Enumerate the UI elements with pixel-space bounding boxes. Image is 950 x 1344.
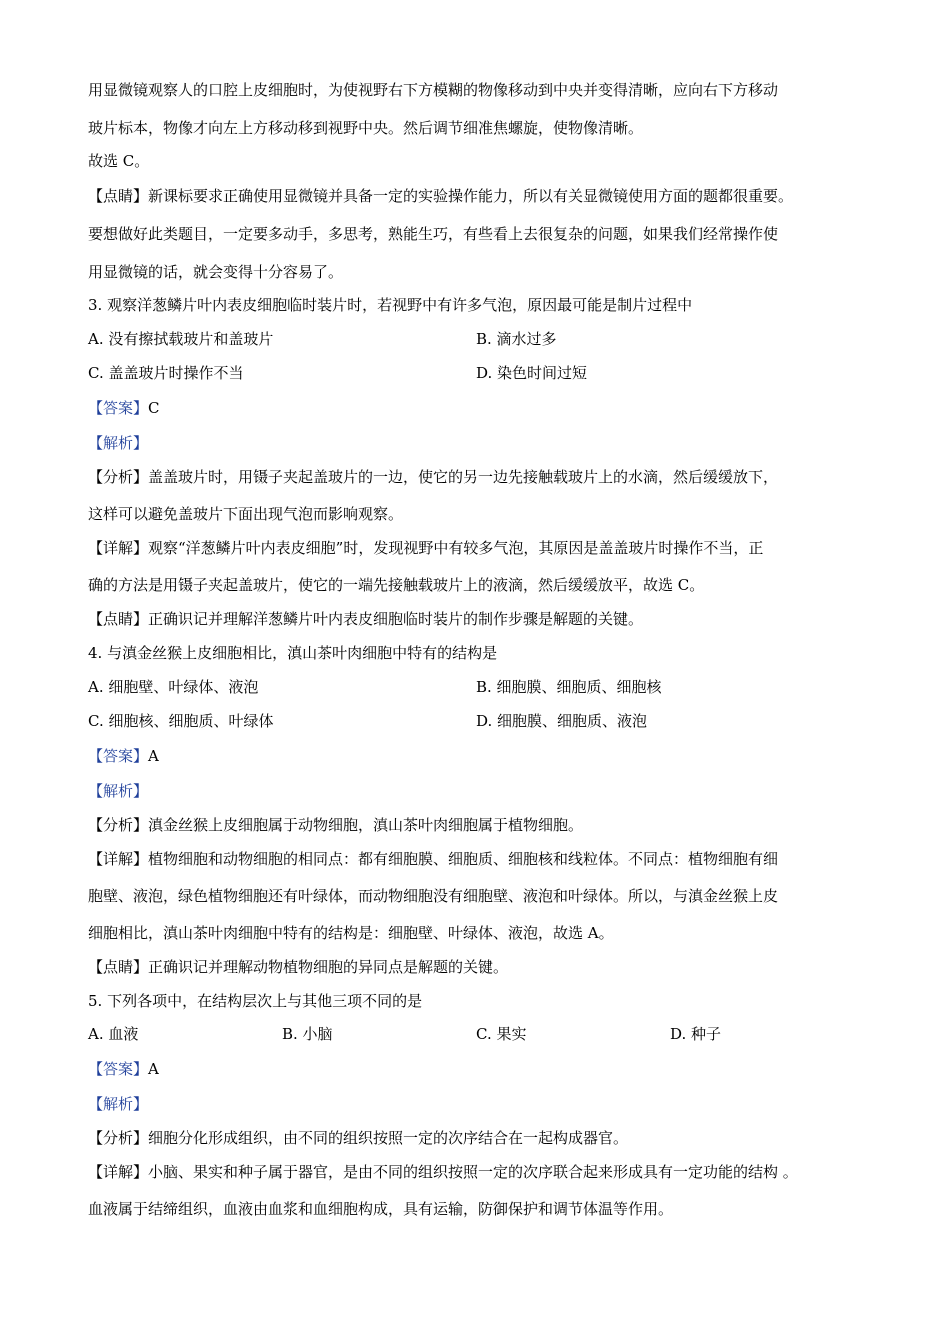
q4-analysis-tag: 【解析】 — [88, 782, 149, 800]
paragraph-line: 故选 C。 — [88, 152, 150, 170]
q4-option-d: D. 细胞膜、细胞质、液泡 — [476, 712, 648, 730]
paragraph-line: 用显微镜观察人的口腔上皮细胞时，为使视野右下方模糊的物像移动到中央并变得清晰，应向右下方移动 — [88, 81, 779, 99]
q5-option-d: D. 种子 — [670, 1025, 722, 1043]
q4-option-a: A. 细胞壁、叶绿体、液泡 — [88, 678, 259, 696]
q5-option-a: A. 血液 — [88, 1025, 139, 1043]
q5-xiangjie: 【详解】小脑、果实和种子属于器官，是由不同的组织按照一定的次序联合起来形成具有一定功能的结构 。 — [88, 1163, 798, 1181]
q3-xiangjie-line: 确的方法是用镊子夹起盖玻片，使它的一端先接触载玻片上的液滴，然后缓缓放平，故选 C。 — [88, 576, 705, 594]
q3-analysis-tag: 【解析】 — [88, 434, 149, 452]
paragraph-line: 要想做好此类题目，一定要多动手，多思考，熟能生巧，有些看上去很复杂的问题，如果我们经常操作使 — [88, 225, 779, 243]
q5-option-b: B. 小脑 — [282, 1025, 333, 1043]
fenxi-tag: 【分析】 — [88, 468, 149, 486]
q3-option-b: B. 滴水过多 — [476, 330, 557, 348]
fenxi-tag: 【分析】 — [88, 1129, 149, 1147]
q3-fenxi: 【分析】盖盖玻片时，用镊子夹起盖玻片的一边，使它的另一边先接触载玻片上的水滴，然后缓缓放下， — [88, 468, 779, 486]
q3-dianjing: 【点睛】正确识记并理解洋葱鳞片叶内表皮细胞临时装片的制作步骤是解题的关键。 — [88, 610, 644, 628]
fenxi-tag: 【分析】 — [88, 816, 149, 834]
q5-analysis-tag: 【解析】 — [88, 1095, 149, 1113]
xiangjie-tag: 【详解】 — [88, 539, 149, 557]
paragraph-line: 用显微镜的话，就会变得十分容易了。 — [88, 263, 344, 281]
dianjing-tag: 【点睛】 — [88, 958, 149, 976]
paragraph-line: 玻片标本，物像才向左上方移动移到视野中央。然后调节细准焦螺旋，使物像清晰。 — [88, 119, 644, 137]
q3-option-c: C. 盖盖玻片时操作不当 — [88, 364, 244, 382]
paragraph-line: 【点睛】新课标要求正确使用显微镜并具备一定的实验操作能力，所以有关显微镜使用方面的题都很重要。 — [88, 187, 794, 205]
q4-xiangjie-line: 细胞相比，滇山茶叶肉细胞中特有的结构是：细胞壁、叶绿体、液泡，故选 A。 — [88, 924, 614, 942]
q3-answer: 【答案】C — [88, 399, 160, 417]
q4-dianjing: 【点睛】正确识记并理解动物植物细胞的异同点是解题的关键。 — [88, 958, 509, 976]
dianjing-tag: 【点睛】 — [88, 610, 149, 628]
q3-fenxi-line: 这样可以避免盖玻片下面出现气泡而影响观察。 — [88, 505, 404, 523]
answer-tag: 【答案】 — [88, 747, 149, 765]
answer-tag: 【答案】 — [88, 399, 149, 417]
q3-option-d: D. 染色时间过短 — [476, 364, 588, 382]
q3-xiangjie: 【详解】观察“洋葱鳞片叶内表皮细胞”时，发现视野中有较多气泡，其原因是盖盖玻片时操作不当，正 — [88, 539, 764, 557]
q4-option-c: C. 细胞核、细胞质、叶绿体 — [88, 712, 274, 730]
q5-xiangjie-line: 血液属于结缔组织，血液由血浆和血细胞构成，具有运输，防御保护和调节体温等作用。 — [88, 1200, 674, 1218]
q5-answer: 【答案】A — [88, 1060, 159, 1078]
answer-tag: 【答案】 — [88, 1060, 149, 1078]
question-4-stem: 4. 与滇金丝猴上皮细胞相比，滇山茶叶肉细胞中特有的结构是 — [88, 644, 498, 662]
q5-fenxi: 【分析】细胞分化形成组织，由不同的组织按照一定的次序结合在一起构成器官。 — [88, 1129, 629, 1147]
q4-option-b: B. 细胞膜、细胞质、细胞核 — [476, 678, 662, 696]
xiangjie-tag: 【详解】 — [88, 1163, 149, 1181]
q4-xiangjie: 【详解】植物细胞和动物细胞的相同点：都有细胞膜、细胞质、细胞核和线粒体。不同点：植物细胞有细 — [88, 850, 779, 868]
q5-option-c: C. 果实 — [476, 1025, 527, 1043]
q4-fenxi: 【分析】滇金丝猴上皮细胞属于动物细胞，滇山茶叶肉细胞属于植物细胞。 — [88, 816, 584, 834]
xiangjie-tag: 【详解】 — [88, 850, 149, 868]
question-3-stem: 3. 观察洋葱鳞片叶内表皮细胞临时装片时，若视野中有许多气泡，原因最可能是制片过程中 — [88, 296, 693, 314]
q3-option-a: A. 没有擦拭载玻片和盖玻片 — [88, 330, 274, 348]
q4-answer: 【答案】A — [88, 747, 159, 765]
dianjing-tag: 【点睛】 — [88, 187, 149, 205]
q4-xiangjie-line: 胞壁、液泡，绿色植物细胞还有叶绿体，而动物细胞没有细胞壁、液泡和叶绿体。所以，与滇金丝猴上皮 — [88, 887, 779, 905]
question-5-stem: 5. 下列各项中，在结构层次上与其他三项不同的是 — [88, 992, 423, 1010]
